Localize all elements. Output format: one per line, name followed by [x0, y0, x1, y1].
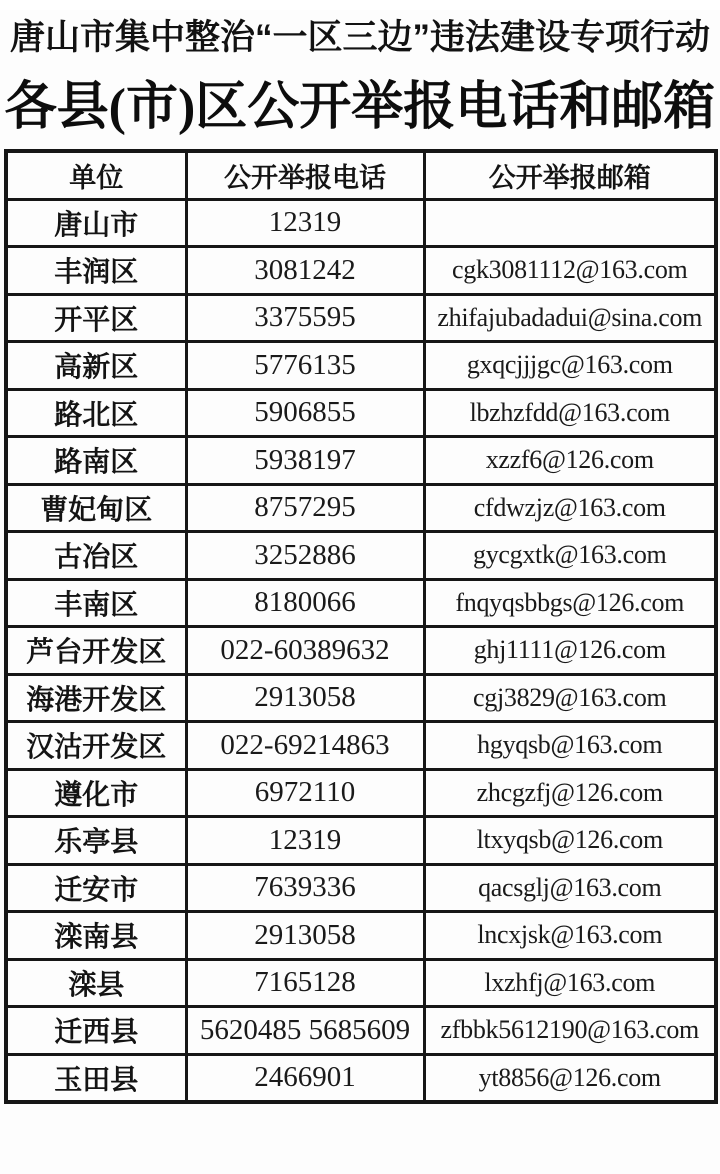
email-cell: zhifajubadadui@sina.com: [424, 294, 716, 342]
table-row: [6, 912, 716, 960]
unit-cell: 迁安市: [6, 864, 186, 912]
unit-cell: 汉沽开发区: [6, 722, 186, 770]
phone-cell: 5906855: [186, 389, 424, 437]
unit-cell: 芦台开发区: [6, 627, 186, 675]
phone-cell: 7639336: [186, 864, 424, 912]
email-cell: lxzhfj@163.com: [424, 959, 716, 1007]
phone-cell: 8757295: [186, 484, 424, 532]
unit-cell: 滦南县: [6, 912, 186, 960]
email-cell: [424, 199, 716, 247]
campaign-title: 唐山市集中整治“一区三边”违法建设专项行动: [9, 18, 710, 57]
table-body: [6, 199, 716, 1102]
unit-cell: 路南区: [6, 437, 186, 485]
unit-cell: 遵化市: [6, 769, 186, 817]
email-cell: gxqcjjjgc@163.com: [424, 342, 716, 390]
phone-cell: 5938197: [186, 437, 424, 485]
page-title: 各县(市)区公开举报电话和邮箱: [4, 79, 716, 136]
unit-cell: 乐亭县: [6, 817, 186, 865]
column-header-phone: 公开举报电话: [186, 151, 424, 199]
unit-cell: 玉田县: [6, 1054, 186, 1102]
header-row: [6, 151, 716, 199]
report-contacts-table: [4, 149, 718, 1104]
email-cell: cgk3081112@163.com: [424, 247, 716, 295]
unit-cell: 高新区: [6, 342, 186, 390]
phone-cell: 3375595: [186, 294, 424, 342]
phone-cell: 5620485 5685609: [186, 1007, 424, 1055]
phone-cell: 7165128: [186, 959, 424, 1007]
table-row: [6, 437, 716, 485]
email-cell: ghj1111@126.com: [424, 627, 716, 675]
email-cell: zfbbk5612190@163.com: [424, 1007, 716, 1055]
phone-cell: 2913058: [186, 674, 424, 722]
phone-cell: 8180066: [186, 579, 424, 627]
phone-cell: 6972110: [186, 769, 424, 817]
email-cell: cgj3829@163.com: [424, 674, 716, 722]
unit-cell: 海港开发区: [6, 674, 186, 722]
phone-cell: 12319: [186, 199, 424, 247]
email-cell: gycgxtk@163.com: [424, 532, 716, 580]
unit-cell: 丰润区: [6, 247, 186, 295]
unit-cell: 古冶区: [6, 532, 186, 580]
table-row: [6, 579, 716, 627]
phone-cell: 12319: [186, 817, 424, 865]
column-header-email: 公开举报邮箱: [424, 151, 716, 199]
unit-cell: 迁西县: [6, 1007, 186, 1055]
unit-cell: 开平区: [6, 294, 186, 342]
phone-cell: 2913058: [186, 912, 424, 960]
email-cell: fnqyqsbbgs@126.com: [424, 579, 716, 627]
table-row: [6, 769, 716, 817]
email-cell: xzzf6@126.com: [424, 437, 716, 485]
table-row: [6, 864, 716, 912]
email-cell: yt8856@126.com: [424, 1054, 716, 1102]
table-row: [6, 484, 716, 532]
phone-cell: 3252886: [186, 532, 424, 580]
table-row: [6, 1007, 716, 1055]
email-cell: lbzhzfdd@163.com: [424, 389, 716, 437]
unit-cell: 丰南区: [6, 579, 186, 627]
table-row: [6, 247, 716, 295]
phone-cell: 2466901: [186, 1054, 424, 1102]
notice-page: [0, 10, 720, 1174]
table-row: [6, 199, 716, 247]
table-row: [6, 627, 716, 675]
table-row: [6, 674, 716, 722]
table-row: [6, 722, 716, 770]
phone-cell: 3081242: [186, 247, 424, 295]
phone-cell: 022-60389632: [186, 627, 424, 675]
column-header-unit: 单位: [6, 151, 186, 199]
email-cell: hgyqsb@163.com: [424, 722, 716, 770]
email-cell: cfdwzjz@163.com: [424, 484, 716, 532]
table-header: [6, 151, 716, 199]
email-cell: zhcgzfj@126.com: [424, 769, 716, 817]
table-row: [6, 389, 716, 437]
table-row: [6, 817, 716, 865]
email-cell: lncxjsk@163.com: [424, 912, 716, 960]
email-cell: qacsglj@163.com: [424, 864, 716, 912]
table-row: [6, 532, 716, 580]
email-cell: ltxyqsb@126.com: [424, 817, 716, 865]
table-row: [6, 959, 716, 1007]
unit-cell: 曹妃甸区: [6, 484, 186, 532]
table-row: [6, 294, 716, 342]
phone-cell: 5776135: [186, 342, 424, 390]
unit-cell: 路北区: [6, 389, 186, 437]
unit-cell: 滦县: [6, 959, 186, 1007]
unit-cell: 唐山市: [6, 199, 186, 247]
table-row: [6, 1054, 716, 1102]
table-row: [6, 342, 716, 390]
phone-cell: 022-69214863: [186, 722, 424, 770]
